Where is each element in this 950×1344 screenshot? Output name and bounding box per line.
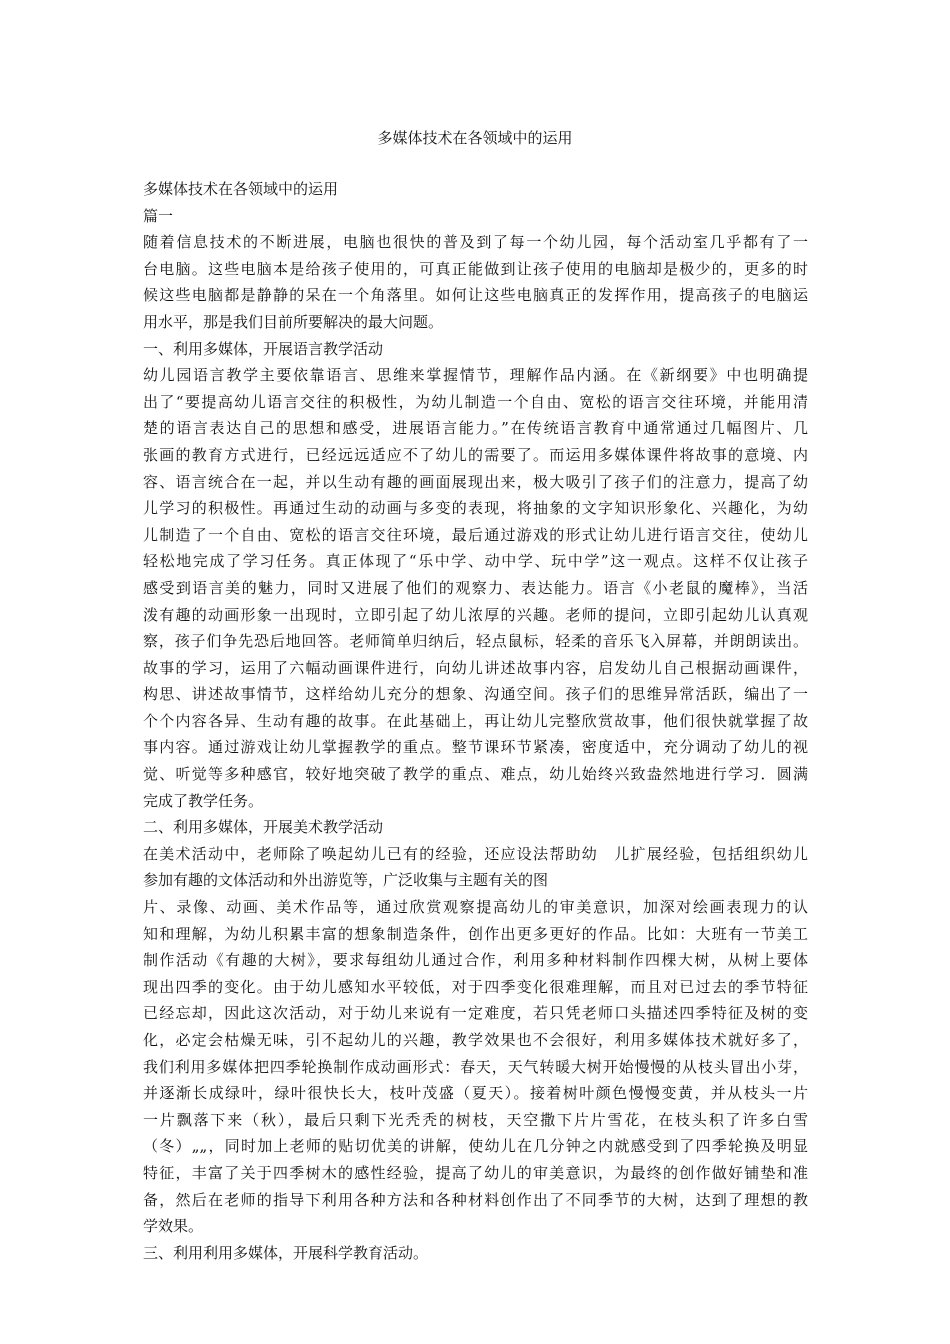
paragraph-line: 容、语言统合在一起，并以生动有趣的画面展现出来，极大吸引了孩子们的注意力，提高了幼 [143,472,808,491]
paragraph-line: （冬）„„，同时加上老师的贴切优美的讲解，使幼儿在几分钟之内就感受到了四季轮换及明显 [143,1137,808,1156]
section2-paragraph-b [143,894,808,1240]
paragraph-line: 现出四季的变化。由于幼儿感知水平较低，对于四季变化很难理解，而且对已过去的季节特征 [143,977,808,996]
intro-paragraph [143,229,808,335]
paragraph-line: 故事的学习，运用了六幅动画课件进行，向幼儿讲述故事内容，启发幼儿自己根据动画课件， [143,658,808,677]
paragraph-line: 一片飘落下来（秋），最后只剩下光秃秃的树枝，天空撒下片片雪花，在枝头积了许多白雪 [143,1110,808,1129]
paragraph-line: 我们利用多媒体把四季轮换制作成动画形式：春天，天气转暖大树开始慢慢的从枝头冒出小芽， [143,1057,808,1076]
paragraph-line: 出了“要提高幼儿语言交往的积极性，为幼儿制造一个自由、宽松的语言交往环境，并能用清 [143,392,808,411]
paragraph-line: 候这些电脑都是静静的呆在一个角落里。如何让这些电脑真正的发挥作用，提高孩子的电脑运 [143,286,808,305]
paragraph-line: 知和理解，为幼儿积累丰富的想象制造条件，创作出更多更好的作品。比如：大班有一节美工 [143,924,808,943]
paragraph-line: 已经忘却，因此这次活动，对于幼儿来说有一定难度，若只凭老师口头描述四季特征及树的变 [143,1004,808,1023]
paragraph-line: 并逐渐长成绿叶，绿叶很快长大，枝叶茂盛（夏天）。接着树叶颜色慢慢变黄，并从枝头一片 [143,1084,808,1103]
section2-paragraph-a [143,841,808,894]
paragraph-line: 片、录像、动画、美术作品等，通过欣赏观察提高幼儿的审美意识，加深对绘画表现力的认 [143,898,808,917]
section1-paragraph [143,362,808,814]
paragraph-line: 制作活动《有趣的大树》，要求每组幼儿通过合作，利用多种材料制作四棵大树，从树上要体 [143,951,808,970]
paragraph-line: 备，然后在老师的指导下利用各种方法和各种材料创作出了不同季节的大树，达到了理想的教 [143,1190,808,1209]
paragraph-line: 个个内容各异、生动有趣的故事。在此基础上，再让幼儿完整欣赏故事，他们很快就掌握了故 [143,711,808,730]
paragraph-line: 参加有趣的文体活动和外出游览等，广泛收集与主题有关的图 [143,871,549,890]
paragraph-line: 感受到语言美的魅力，同时又进展了他们的观察力、表达能力。语言《小老鼠的魔棒》，当活 [143,578,808,597]
paragraph-line: 儿学习的积极性。再通过生动的动画与多变的表现，将抽象的文字知识形象化、兴趣化，为幼 [143,499,808,518]
document-body [143,176,808,1266]
paragraph-line: 觉、听觉等多种感官，较好地突破了教学的重点、难点，幼儿始终兴致盎然地进行学习．圆满 [143,765,808,784]
paragraph-line: 轻松地完成了学习任务。真正体现了“乐中学、动中学、玩中学”这一观点。这样不仅让孩子 [143,552,808,571]
paragraph-line: 事内容。通过游戏让幼儿掌握教学的重点。整节课环节紧凑，密度适中，充分调动了幼儿的视 [143,738,808,757]
paragraph-line: 张画的教育方式进行，已经远远适应不了幼儿的需要了。而运用多媒体课件将故事的意境、内 [143,445,808,464]
section-heading: 二、利用多媒体，开展美术教学活动 [143,818,384,837]
paragraph-line: 完成了教学任务。 [143,791,264,810]
paragraph-line: 幼儿园语言教学主要依靠语言、思维来掌握情节，理解作品内涵。在《新纲要》中也明确提 [143,366,808,385]
paragraph-line: 学效果。 [143,1217,204,1236]
paragraph-line: 随着信息技术的不断进展，电脑也很快的普及到了每一个幼儿园，每个活动室几乎都有了一 [143,233,808,252]
section-heading: 一、利用多媒体，开展语言教学活动 [143,339,384,358]
paragraph-line: 用水平，那是我们目前所要解决的最大问题。 [143,312,444,331]
paragraph-line: 在美术活动中，老师除了唤起幼儿已有的经验，还应设法帮助幼 儿扩展经验，包括组织幼儿 [143,844,808,863]
paragraph-line: 儿制造了一个自由、宽松的语言交往环境，最后通过游戏的形式让幼儿进行语言交往，使幼儿 [143,525,808,544]
subtitle: 多媒体技术在各领域中的运用 [143,180,339,198]
part-label: 篇一 [143,206,174,225]
paragraph-line: 楚的语言表达自己的思想和感受，进展语言能力。”在传统语言教育中通常通过几幅图片、几 [143,419,808,438]
paragraph-line: 特征，丰富了关于四季树木的感性经验，提高了幼儿的审美意识，为最终的创作做好铺垫和准 [143,1163,808,1182]
document-title: 多媒体技术在各领域中的运用 [377,129,573,147]
section-heading: 三、利用利用多媒体，开展科学教育活动。 [143,1243,429,1262]
paragraph-line: 化，必定会枯燥无味，引不起幼儿的兴趣，教学效果也不会很好，利用多媒体技术就好多了， [143,1031,808,1049]
paragraph-line: 泼有趣的动画形象一出现时，立即引起了幼儿浓厚的兴趣。老师的提问，立即引起幼儿认真观 [143,605,808,624]
paragraph-line: 察，孩子们争先恐后地回答。老师简单归纳后，轻点鼠标，轻柔的音乐飞入屏幕，并朗朗读出。 [143,632,808,651]
paragraph-line: 台电脑。这些电脑本是给孩子使用的，可真正能做到让孩子使用的电脑却是极少的，更多的时 [143,259,808,278]
paragraph-line: 构思、讲述故事情节，这样给幼儿充分的想象、沟通空间。孩子们的思维异常活跃，编出了一 [143,685,808,704]
